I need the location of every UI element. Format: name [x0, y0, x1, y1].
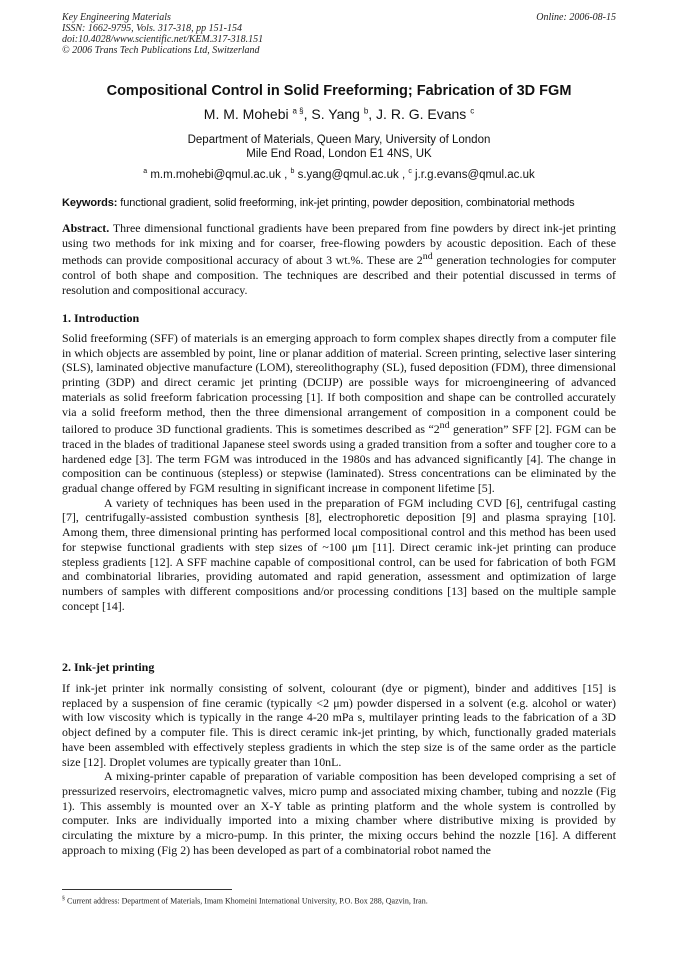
intro-p1-text-a: Solid freeforming (SFF) of materials is an emerging approach to form complex shapes directly from a computer file in which objects are assembled by point, line or planar addition of material. Screen printing, selective laser sintering (SLS), laminated objective manufacture (LOM), stereolithography (SL), fused deposition (FDM), three dimensional printing (3DP) and direct ceramic jet printing (DCIJP) are possible ways for microengineering of advanced materials as solid freeform fabrication processing [1]. If both composition and shape can be controlled accurately via a solid freeform method, then the three dimensional arrangement of composition in a component could be tailored to produce 3D functional gradients. This is sometimes described as “2 [62, 331, 616, 437]
footnote-divider [62, 889, 232, 890]
abstract-sup: nd [422, 251, 433, 263]
inkjet-paragraph-1: If ink-jet printer ink normally consisting of solvent, colourant (dye or pigment), binder and additives [15] is replaced by a suspension of fine ceramic (typically <2 μm) powder dispersed in a solvent (e.g. alcohol or water) with low viscosity which is typically in the range 4-20 mPa s, multilayer printing leads to the fabrication of a 3D object defined by a computer file. This is direct ceramic ink-jet printing, by which, functionally graded materials have been assembled with effectively stepless gradients in which the step size is of the same order as the particle size [12]. Droplet volumes are typically greater than 10nL. [62, 681, 616, 769]
footnote [62, 896, 616, 906]
introduction-body [62, 331, 616, 613]
author-2-mark: b [363, 106, 369, 116]
email-list [62, 168, 616, 181]
email-a-mark: a [143, 168, 148, 175]
footnote-mark: § [62, 896, 65, 902]
footnote-text: Current address: Department of Materials, Imam Khomeini International University, P.O. Box 288, Qazvin, Iran. [65, 896, 428, 906]
affiliation-line-1: Department of Materials, Queen Mary, University of London [187, 134, 491, 146]
email-c: j.r.g.evans@qmul.ac.uk [411, 168, 535, 181]
abstract [62, 221, 616, 297]
affiliation-line-2: Mile End Road, London E1 4NS, UK [246, 148, 432, 160]
author-3: , J. R. G. Evans [368, 106, 471, 122]
author-1: M. M. Mohebi [203, 106, 293, 122]
paper-title: Compositional Control in Solid Freeforming; Fabrication of 3D FGM [106, 83, 572, 99]
intro-p1-text-b: generation” SFF [2]. FGM can be traced in the blades of traditional Japanese steel swords using a graded transition from a softer and tougher core to a hardened edge [3]. The term FGM was introduced in the 1980s and has advanced significantly [4]. The change in composition can be continuous (stepless) or stepwise (laminated). Stress concentrations can be eliminated by the gradual change offered by FGM resulting in significant increase in component lifetime [5]. [62, 422, 616, 495]
online-date: Online: 2006-08-15 [536, 12, 616, 23]
copyright-line: © 2006 Trans Tech Publications Ltd, Switzerland [62, 45, 260, 56]
intro-paragraph-2: A variety of techniques has been used in the preparation of FGM including CVD [6], centrifugal casting [7], centrifugally-assisted combustion synthesis [8], electrophoretic deposition [9] and plasma spraying [10]. Among them, three dimensional printing has performed local compositional control and this method has been used for stepwise functional gradients with step sizes of ~100 μm [11]. Direct ceramic ink-jet printing can produce stepless gradients [12]. A SFF machine capable of compositional control, can be used for fabrication of both FGM and combinatorial libraries, providing automated and rapid generation, assessment and optimization of large numbers of samples with different compositions and/or processing conditions [13] based on the multiple sample concept [14]. [62, 495, 616, 613]
author-list [62, 106, 616, 122]
inkjet-paragraph-2: A mixing-printer capable of preparation of variable composition has been developed comprising a set of pressurized reservoirs, electromagnetic valves, micro pump and associated mixing chamber, tubing and nozzle (Fig 1). This assembly is mounted over an X-Y table as printing platform and the whole system is controlled by computer. Inks are individually imported into a mixing chamber where distributive mixing is provided by circulating the mixture by a micro-pump. In this printer, the mixing occurs behind the nozzle [16]. A different approach to mixing (Fig 2) has been developed as part of a combinatorial robot named the [62, 769, 616, 857]
affiliation [62, 133, 616, 161]
doi-line: doi:10.4028/www.scientific.net/KEM.317-318.151 [62, 34, 264, 45]
email-b: s.yang@qmul.ac.uk , [294, 168, 409, 181]
section-heading-introduction: 1. Introduction [62, 311, 140, 325]
keywords-label: Keywords: [62, 197, 118, 209]
journal-name: Key Engineering Materials [62, 12, 171, 23]
abstract-label: Abstract. [62, 221, 110, 235]
keywords-text: functional gradient, solid freeforming, ink-jet printing, powder deposition, combinatorial methods [117, 197, 575, 209]
abstract-text-1: Three dimensional functional gradients have been prepared from fine powders by direct ink-jet printing using two methods for ink mixing and for coarser, free-flowing powders by acoustic deposition. Each of these methods can provide compositional accuracy of about 3 wt.%. These are 2 [62, 221, 616, 268]
inkjet-body [62, 681, 616, 857]
author-1-mark: a § [292, 106, 304, 116]
running-header [62, 12, 616, 56]
keywords [62, 197, 616, 209]
intro-p1-sup: nd [439, 420, 450, 432]
section-heading-inkjet: 2. Ink-jet printing [62, 660, 155, 674]
issn-line: ISSN: 1662-9795, Vols. 317-318, pp 151-154 [62, 23, 242, 34]
email-b-mark: b [290, 168, 295, 175]
abstract-text-2: generation technologies for computer control of both shape and composition. The techniques are described and their potential discussed in terms of resolution and compositional accuracy. [62, 253, 616, 297]
email-c-mark: c [408, 168, 412, 175]
author-2: , S. Yang [303, 106, 364, 122]
author-3-mark: c [470, 106, 475, 116]
email-a: m.m.mohebi@qmul.ac.uk , [147, 168, 291, 181]
intro-paragraph-1 [62, 331, 616, 496]
